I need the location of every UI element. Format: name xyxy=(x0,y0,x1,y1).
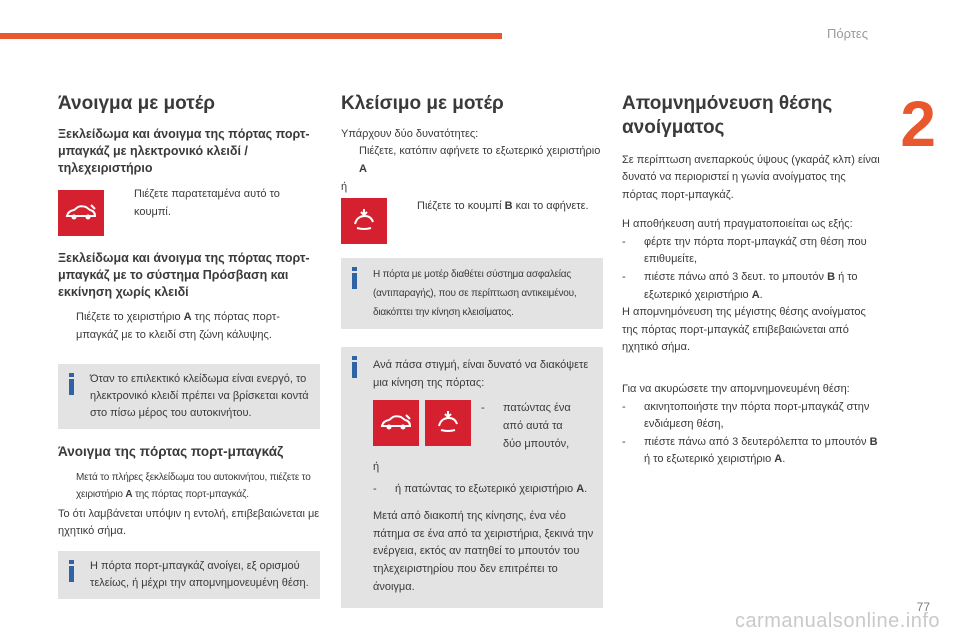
remote-step xyxy=(116,186,306,221)
interrupt-intro: Ανά πάσα στιγμή, είναι δυνατό να διακόψετε μια κίνηση της πόρτας: xyxy=(373,359,589,389)
watermark-text: carmanualsonline.info xyxy=(734,610,940,632)
info-box-selective-lock xyxy=(58,364,320,429)
interrupt-dash-2: - ή πατώντας το εξωτερικό χειριστήριο A. xyxy=(373,481,595,499)
memorize-dash-2: - πιέστε πάνω από 3 δευτ. το μπουτόν B ή το εξωτερικό χειριστήριο A. xyxy=(622,269,884,304)
opening-title: Άνοιγμα με μοτέρ xyxy=(58,93,216,114)
info-icon xyxy=(67,560,75,582)
interrupt-dash-1: - πατώντας ένα από αυτά τα δύο μπουτόν, xyxy=(481,400,577,453)
tailgate-opening-subtitle: Άνοιγμα της πόρτας πορτ-μπαγκάζ xyxy=(58,444,284,460)
bullet-marker xyxy=(341,143,359,178)
bullet-marker xyxy=(58,469,76,504)
info-text: Η πόρτα πορτ-μπαγκάζ ανοίγει, εξ ορισμού τελείως, ή μέχρι την απομνημονευμένη θέση. xyxy=(90,560,309,590)
column-memorize xyxy=(622,92,884,469)
info-text: Η πόρτα με μοτέρ διαθέτει σύστημα ασφαλείας (αντιπαραγής), που σε περίπτωση αντικειμένου, διακόπτει την κίνηση κλεισίματος. xyxy=(373,269,577,319)
memorize-dash-1: - φέρτε την πόρτα πορτ-μπαγκάζ στη θέση που επιθυμείτε, xyxy=(622,234,884,269)
dash-marker: - xyxy=(622,435,626,448)
header-accent-bar xyxy=(0,33,502,39)
dash-marker: - xyxy=(373,482,377,495)
closing-title: Κλείσιμο με μοτέρ xyxy=(341,93,504,114)
car-open-icon xyxy=(58,190,104,236)
chapter-number: 2 xyxy=(900,88,936,160)
or-text: ή xyxy=(341,180,348,193)
column-opening xyxy=(58,92,320,599)
remote-button-row xyxy=(58,190,320,236)
interrupt-buttons-row xyxy=(373,400,595,453)
info-box-interrupt xyxy=(341,347,603,608)
dash-marker: - xyxy=(622,271,626,284)
section-title: Πόρτες xyxy=(826,26,868,41)
opening-keyless-subtitle: Ξεκλείδωμα και άνοιγμα της πόρτας πορτ-μπαγκάζ με το σύστημα Πρόσβαση και εκκίνηση χωρίς κλειδί xyxy=(58,251,310,300)
tailgate-close-icon xyxy=(425,400,471,446)
keyless-step: Πιέζετε το χειριστήριο A της πόρτας πορτ-μπαγκάζ με το κλειδί στη ζώνη κάλυψης. xyxy=(58,309,320,344)
page-number: 77 xyxy=(916,600,930,614)
memorize-intro: Σε περίπτωση ανεπαρκούς ύψους (γκαράζ κλπ) είναι δυνατό να περιοριστεί η γωνία ανοίγματος της πόρτας πορτ-μπαγκάζ. xyxy=(622,153,880,201)
closing-step-2: Πιέζετε το κουμπί B και το αφήνετε. xyxy=(399,198,589,216)
car-open-icon xyxy=(373,400,419,446)
interrupt-note: Μετά από διακοπή της κίνησης, ένα νέο πάτημα σε ένα από τα χειριστήρια, ξεκινά την ενέργεια, εκτός αν πατηθεί το μπουτόν του τηλεχειριστηρίου που δεν επιτρέπει το άνοιγμα. xyxy=(373,510,594,593)
or-text: ή xyxy=(373,461,380,474)
info-box-opening-position xyxy=(58,551,320,599)
close-button-row xyxy=(341,198,603,244)
column-closing xyxy=(341,92,603,608)
info-text: Όταν το επιλεκτικό κλείδωμα είναι ενεργό, το ηλεκτρονικό κλειδί πρέπει να βρίσκεται κοντά στο πίσω μέρος του αυτοκινήτου. xyxy=(90,373,309,420)
closing-intro: Υπάρχουν δύο δυνατότητες: xyxy=(341,127,479,140)
info-icon xyxy=(67,373,75,395)
memorize-title: Απομνημόνευση θέσης ανοίγματος xyxy=(622,93,833,138)
cancel-dash-2: - πιέστε πάνω από 3 δευτερόλεπτα το μπουτόν B ή το εξωτερικό χειριστήριο A. xyxy=(622,434,884,469)
cancel-intro: Για να ακυρώσετε την απομνημονευμένη θέση: xyxy=(622,383,850,396)
dash-marker: - xyxy=(481,402,485,415)
dash-marker: - xyxy=(622,400,626,413)
tailgate-step: Μετά το πλήρες ξεκλείδωμα του αυτοκινήτου, πιέζετε το χειριστήριο A της πόρτας πορτ-μπαγκάζ. xyxy=(58,469,320,504)
memorize-confirm: Η απομνημόνευση της μέγιστης θέσης ανοίγματος της πόρτας πορτ-μπαγκάζ επιβεβαιώνεται από ηχητικό σήμα. xyxy=(622,306,866,354)
info-box-safety xyxy=(341,258,603,329)
info-icon xyxy=(350,356,358,378)
opening-remote-subtitle: Ξεκλείδωμα και άνοιγμα της πόρτας πορτ-μπαγκάζ με ηλεκτρονικό κλειδί / τηλεχειριστήριο xyxy=(58,126,310,175)
memorize-how: Η αποθήκευση αυτή πραγματοποιείται ως εξής: xyxy=(622,218,853,231)
tailgate-close-icon xyxy=(341,198,387,244)
bullet-marker xyxy=(399,198,417,216)
bullet-marker xyxy=(58,309,76,344)
info-icon xyxy=(350,267,358,289)
remote-step-text: Πιέζετε παρατεταμένα αυτό το κουμπί. xyxy=(134,188,280,218)
confirmation-text: Το ότι λαμβάνεται υπόψιν η εντολή, επιβεβαιώνεται με ηχητικό σήμα. xyxy=(58,507,320,538)
closing-step-1: Πιέζετε, κατόπιν αφήνετε το εξωτερικό χειριστήριο A xyxy=(341,143,603,178)
cancel-dash-1: - ακινητοποιήστε την πόρτα πορτ-μπαγκάζ στην ενδιάμεση θέση, xyxy=(622,399,884,434)
dash-marker: - xyxy=(622,235,626,248)
bullet-marker xyxy=(116,186,134,221)
